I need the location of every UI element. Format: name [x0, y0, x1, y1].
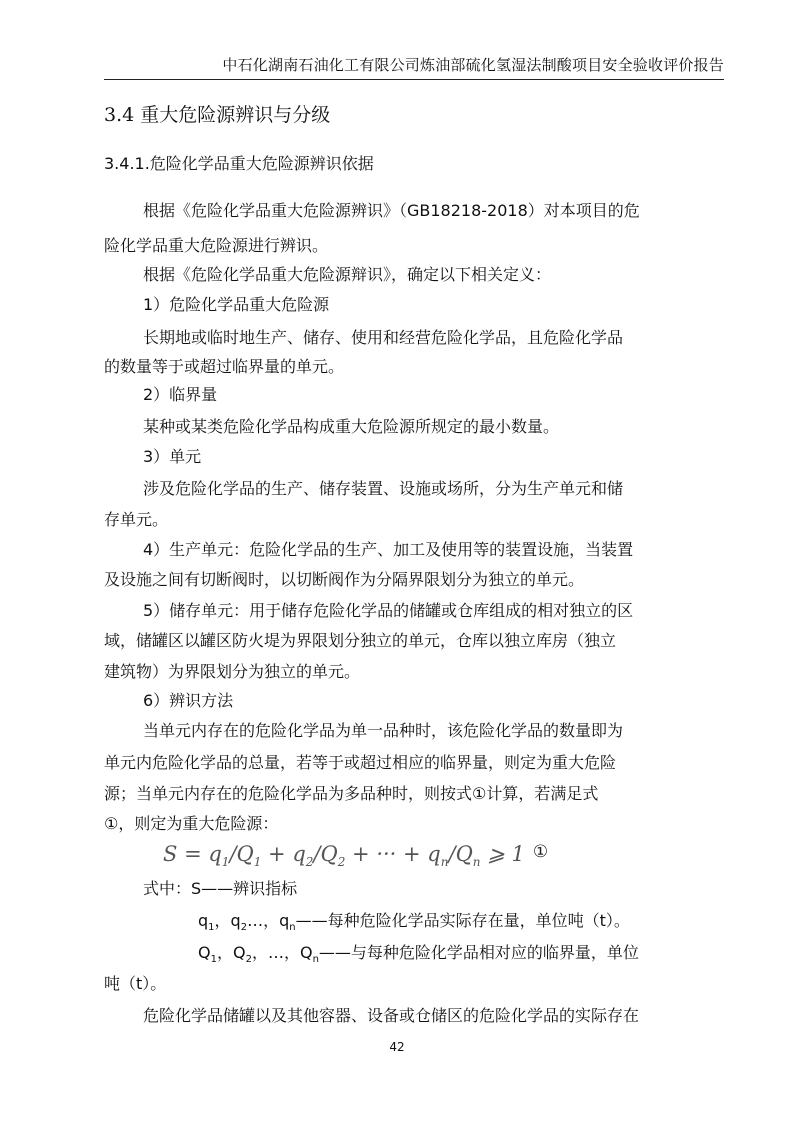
formula-number: ① [532, 842, 549, 862]
legend-Q: $Q_1$，$Q_2$，…，$Q_n——$与每种危险化学品相对应的临界量，单位 [198, 943, 639, 966]
paragraph-line: 域，储罐区以罐区防火堤为界限划分独立的单元，仓库以独立库房（独立 [104, 631, 617, 650]
formula-1: $S = q_1/Q_1 + q_2/Q_2$ + ··· + $q_n/Q_n$ ⩾ 1 ① [163, 842, 549, 870]
paragraph-line: 存单元。 [104, 510, 169, 529]
legend-q: $q_1$，$q_2\dots$，$q_n——$每种危险化学品实际存在量，单位吨（t）。 [198, 911, 630, 934]
paragraph-line: 根据《危险化学品重大危险源辨识》（GB18218-2018）对本项目的危 [143, 201, 640, 220]
paragraph-line: 单元内危险化学品的总量，若等于或超过相应的临界量，则定为重大危险 [104, 753, 617, 772]
paragraph-line: 4）生产单元：危险化学品的生产、加工及使用等的装置设施，当装置 [143, 540, 634, 559]
paragraph-line: 长期地或临时地生产、储存、使用和经营危险化学品，且危险化学品 [143, 328, 624, 347]
legend-s: 式中：S——辨识指标 [143, 879, 298, 898]
section-heading: 3.4 重大危险源辨识与分级 [104, 104, 331, 126]
paragraph-line: 5）储存单元：用于储存危险化学品的储罐或仓库组成的相对独立的区 [143, 601, 634, 620]
header-title: 中石化湖南石油化工有限公司炼油部硫化氢湿法制酸项目安全验收评价报告 [222, 56, 724, 74]
paragraph-line: 当单元内存在的危险化学品为单一品种时，该危险化学品的数量即为 [143, 721, 624, 740]
paragraph-line: 某种或某类危险化学品构成重大危险源所规定的最小数量。 [143, 417, 560, 436]
paragraph-line: 2）临界量 [143, 385, 218, 404]
subsection-heading: 3.4.1.危险化学品重大危险源辨识依据 [104, 154, 374, 173]
paragraph-line: 1）危险化学品重大危险源 [143, 295, 330, 314]
paragraph-line: 6）辨识方法 [143, 691, 234, 710]
paragraph-line: 根据《危险化学品重大危险源辩识》，确定以下相关定义： [143, 265, 552, 284]
header-rule [104, 79, 724, 80]
page-number: 42 [389, 1040, 405, 1054]
paragraph-line: ①，则定为重大危险源： [104, 814, 279, 833]
paragraph-line: 3）单元 [143, 447, 202, 466]
paragraph-line: 险化学品重大危险源进行辨识。 [104, 236, 329, 255]
paragraph-line: 及设施之间有切断阀时，以切断阀作为分隔界限划分为独立的单元。 [104, 570, 585, 589]
paragraph-line: 建筑物）为界限划分为独立的单元。 [104, 662, 361, 681]
legend-Q-cont: 吨（t）。 [104, 974, 167, 993]
paragraph-line: 源；当单元内存在的危险化学品为多品种时，则按式①计算，若满足式 [104, 784, 599, 803]
paragraph-line: 的数量等于或超过临界量的单元。 [104, 357, 345, 376]
paragraph-line: 涉及危险化学品的生产、储存装置、设施或场所，分为生产单元和储 [143, 479, 624, 498]
paragraph-line-last: 危险化学品储罐以及其他容器、设备或仓储区的危险化学品的实际存在 [143, 1006, 640, 1025]
